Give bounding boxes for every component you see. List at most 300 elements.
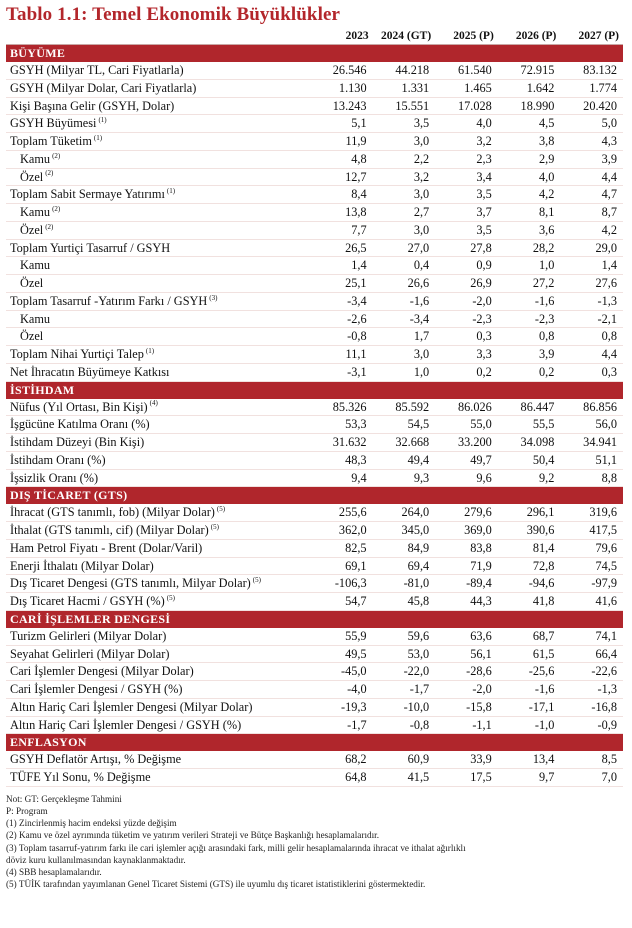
value-cell: 1,7 bbox=[373, 328, 436, 346]
value-cell: -81,0 bbox=[373, 575, 436, 593]
table-row bbox=[6, 663, 623, 681]
table-row bbox=[6, 769, 623, 787]
value-cell: 2,7 bbox=[373, 204, 436, 222]
table-row bbox=[6, 186, 623, 204]
value-cell: 33.200 bbox=[435, 434, 498, 452]
value-cell: 9,6 bbox=[435, 469, 498, 487]
value-cell: -1,6 bbox=[373, 292, 436, 310]
row-label: Altın Hariç Cari İşlemler Dengesi (Milyar Dolar) bbox=[10, 699, 253, 714]
value-cell: 13.243 bbox=[310, 97, 373, 115]
value-cell: 86.026 bbox=[435, 399, 498, 416]
value-cell: -1,6 bbox=[498, 681, 561, 699]
table-row bbox=[6, 681, 623, 699]
value-cell: 41,8 bbox=[498, 593, 561, 611]
row-label: TÜFE Yıl Sonu, % Değişme bbox=[10, 770, 151, 784]
value-cell: -1,7 bbox=[373, 681, 436, 699]
value-cell: -2,3 bbox=[498, 310, 561, 328]
header-blank-cell bbox=[6, 28, 310, 45]
row-label: İstihdam Düzeyi (Bin Kişi) bbox=[10, 435, 145, 449]
table-row bbox=[6, 522, 623, 540]
row-label-cell bbox=[6, 416, 310, 434]
row-label: Özel bbox=[20, 276, 44, 290]
footnote-marker: (1) bbox=[145, 346, 155, 355]
value-cell: 56,0 bbox=[560, 416, 623, 434]
section-title: ENFLASYON bbox=[6, 734, 623, 752]
row-label-cell bbox=[6, 186, 310, 204]
table-row bbox=[6, 628, 623, 645]
value-cell: 79,6 bbox=[560, 539, 623, 557]
value-cell: -16,8 bbox=[560, 698, 623, 716]
row-label: Nüfus (Yıl Ortası, Bin Kişi) bbox=[10, 399, 148, 414]
value-cell: 9,3 bbox=[373, 469, 436, 487]
value-cell: 51,1 bbox=[560, 451, 623, 469]
value-cell: 4,7 bbox=[560, 186, 623, 204]
value-cell: 296,1 bbox=[498, 504, 561, 521]
value-cell: -97,9 bbox=[560, 575, 623, 593]
row-label: Kamu bbox=[20, 205, 51, 219]
table-title: Tablo 1.1: Temel Ekonomik Büyüklükler bbox=[6, 4, 341, 25]
footnote-line: (3) Toplam tasarruf-yatırım farkı ile cari işlemler açığı arasındaki fark, milli gelir hesaplamalarında ihracat ve ithalat ağırlıklı bbox=[6, 842, 466, 853]
table-row bbox=[6, 451, 623, 469]
value-cell: 3,5 bbox=[435, 186, 498, 204]
value-cell: 83,8 bbox=[435, 539, 498, 557]
row-label: Toplam Tasarruf -Yatırım Farkı / GSYH bbox=[10, 293, 208, 308]
value-cell: 5,1 bbox=[310, 115, 373, 133]
footnote-marker: (1) bbox=[93, 133, 103, 142]
row-label-cell bbox=[6, 168, 310, 186]
value-cell: 27,0 bbox=[373, 239, 436, 257]
footnote-marker: (5) bbox=[216, 505, 226, 514]
value-cell: 9,7 bbox=[498, 769, 561, 787]
value-cell: 72,8 bbox=[498, 557, 561, 575]
value-cell: -2,0 bbox=[435, 292, 498, 310]
footnote-marker: (1) bbox=[98, 116, 107, 125]
table-body bbox=[6, 45, 623, 787]
table-row bbox=[6, 62, 623, 79]
value-cell: 71,9 bbox=[435, 557, 498, 575]
value-cell: -4,0 bbox=[310, 681, 373, 699]
table-row bbox=[6, 716, 623, 734]
value-cell: 34.098 bbox=[498, 434, 561, 452]
value-cell: 49,5 bbox=[310, 645, 373, 663]
table-row bbox=[6, 239, 623, 257]
value-cell: 0,8 bbox=[560, 328, 623, 346]
value-cell: 17.028 bbox=[435, 97, 498, 115]
row-label-cell bbox=[6, 751, 310, 768]
value-cell: 1.331 bbox=[373, 79, 436, 97]
value-cell: 3,0 bbox=[373, 133, 436, 151]
value-cell: 3,8 bbox=[498, 133, 561, 151]
value-cell: 61,5 bbox=[498, 645, 561, 663]
row-label: İşgücüne Katılma Oranı (%) bbox=[10, 417, 150, 432]
footnotes bbox=[6, 793, 626, 891]
value-cell: -0,9 bbox=[560, 716, 623, 734]
value-cell: 319,6 bbox=[560, 504, 623, 521]
value-cell: -106,3 bbox=[310, 575, 373, 593]
header-row bbox=[6, 28, 623, 45]
row-label: Net İhracatın Büyümeye Katkısı bbox=[10, 364, 170, 379]
value-cell: 0,4 bbox=[373, 257, 436, 275]
value-cell: -2,1 bbox=[560, 310, 623, 328]
value-cell: 8,1 bbox=[498, 204, 561, 222]
footnote-line: (5) TÜİK tarafından yayımlanan Genel Ticaret Sistemi (GTS) ile uyumlu dış ticaret istatistiklerini göstermektedir. bbox=[6, 879, 426, 890]
row-label-cell bbox=[6, 557, 310, 575]
row-label: İthalat (GTS tanımlı, cif) (Milyar Dolar) bbox=[10, 523, 209, 537]
row-label-cell bbox=[6, 257, 310, 275]
value-cell: -3,4 bbox=[310, 292, 373, 310]
row-label-cell bbox=[6, 310, 310, 328]
value-cell: 264,0 bbox=[373, 504, 436, 521]
section-title: DIŞ TİCARET (GTS) bbox=[6, 487, 623, 505]
value-cell: -0,8 bbox=[310, 328, 373, 346]
value-cell: 55,5 bbox=[498, 416, 561, 434]
table-row bbox=[6, 133, 623, 151]
footnote-marker: (5) bbox=[252, 576, 261, 585]
row-label-cell bbox=[6, 239, 310, 257]
table-row bbox=[6, 328, 623, 346]
value-cell: 50,4 bbox=[498, 451, 561, 469]
value-cell: 13,4 bbox=[498, 751, 561, 768]
value-cell: 3,2 bbox=[373, 168, 436, 186]
row-label: GSYH Büyümesi bbox=[10, 116, 97, 131]
value-cell: 53,0 bbox=[373, 645, 436, 663]
column-header: 2023 bbox=[310, 28, 373, 45]
value-cell: 86.856 bbox=[560, 399, 623, 416]
row-label-cell bbox=[6, 539, 310, 557]
row-label: İşsizlik Oranı (%) bbox=[10, 470, 99, 485]
value-cell: 4,0 bbox=[435, 115, 498, 133]
value-cell: 279,6 bbox=[435, 504, 498, 521]
row-label-cell bbox=[6, 363, 310, 381]
value-cell: 64,8 bbox=[310, 769, 373, 787]
row-label: Kamu bbox=[20, 258, 51, 273]
page bbox=[6, 0, 626, 890]
value-cell: 8,4 bbox=[310, 186, 373, 204]
row-label: Kamu bbox=[20, 311, 51, 326]
value-cell: 0,2 bbox=[498, 363, 561, 381]
value-cell: -28,6 bbox=[435, 663, 498, 681]
footnote-marker: (2) bbox=[45, 222, 54, 231]
value-cell: 3,5 bbox=[435, 221, 498, 239]
row-label-cell bbox=[6, 628, 310, 645]
value-cell: -2,0 bbox=[435, 681, 498, 699]
row-label: Özel bbox=[20, 169, 44, 184]
value-cell: 0,3 bbox=[435, 328, 498, 346]
row-label-cell bbox=[6, 434, 310, 452]
economic-indicators-table bbox=[6, 28, 623, 787]
footnote-marker: (2) bbox=[45, 169, 54, 178]
column-header: 2025 (P) bbox=[435, 28, 498, 45]
value-cell: 18.990 bbox=[498, 97, 561, 115]
value-cell: -1,1 bbox=[435, 716, 498, 734]
value-cell: 85.592 bbox=[373, 399, 436, 416]
table-row bbox=[6, 346, 623, 364]
value-cell: 27,2 bbox=[498, 275, 561, 293]
value-cell: 31.632 bbox=[310, 434, 373, 452]
value-cell: 54,5 bbox=[373, 416, 436, 434]
footnote-line: (2) Kamu ve özel ayrımında tüketim ve yatırım verileri Strateji ve Bütçe Başkanlığı hesaplamalarıdır. bbox=[6, 830, 379, 841]
value-cell: 0,8 bbox=[498, 328, 561, 346]
value-cell: 56,1 bbox=[435, 645, 498, 663]
row-label: Özel bbox=[20, 329, 44, 344]
table-row bbox=[6, 221, 623, 239]
row-label-cell bbox=[6, 663, 310, 681]
value-cell: 60,9 bbox=[373, 751, 436, 768]
row-label-cell bbox=[6, 275, 310, 293]
section-header-row bbox=[6, 610, 623, 628]
table-row bbox=[6, 645, 623, 663]
section-header-row bbox=[6, 734, 623, 752]
value-cell: 69,1 bbox=[310, 557, 373, 575]
value-cell: 55,9 bbox=[310, 628, 373, 645]
value-cell: 7,7 bbox=[310, 221, 373, 239]
row-label-cell bbox=[6, 716, 310, 734]
value-cell: 41,6 bbox=[560, 593, 623, 611]
value-cell: 33,9 bbox=[435, 751, 498, 768]
row-label: Ham Petrol Fiyatı - Brent (Dolar/Varil) bbox=[10, 540, 203, 555]
value-cell: 25,1 bbox=[310, 275, 373, 293]
value-cell: 32.668 bbox=[373, 434, 436, 452]
value-cell: 4,3 bbox=[560, 133, 623, 151]
table-row bbox=[6, 79, 623, 97]
value-cell: 0,9 bbox=[435, 257, 498, 275]
row-label: Dış Ticaret Dengesi (GTS tanımlı, Milyar Dolar) bbox=[10, 576, 251, 591]
section-header-row bbox=[6, 487, 623, 505]
value-cell: 49,4 bbox=[373, 451, 436, 469]
value-cell: 55,0 bbox=[435, 416, 498, 434]
row-label: Toplam Yurtiçi Tasarruf / GSYH bbox=[10, 240, 171, 255]
value-cell: 1.465 bbox=[435, 79, 498, 97]
value-cell: 4,0 bbox=[498, 168, 561, 186]
table-row bbox=[6, 363, 623, 381]
row-label: Turizm Gelirleri (Milyar Dolar) bbox=[10, 628, 167, 643]
section-header-row bbox=[6, 45, 623, 63]
value-cell: 1.774 bbox=[560, 79, 623, 97]
value-cell: -17,1 bbox=[498, 698, 561, 716]
value-cell: -1,3 bbox=[560, 292, 623, 310]
value-cell: 2,9 bbox=[498, 150, 561, 168]
row-label: Özel bbox=[20, 222, 44, 237]
value-cell: 44.218 bbox=[373, 62, 436, 79]
table-row bbox=[6, 168, 623, 186]
value-cell: 1,4 bbox=[560, 257, 623, 275]
value-cell: -3,1 bbox=[310, 363, 373, 381]
footnote-marker: (5) bbox=[210, 522, 219, 531]
value-cell: 3,6 bbox=[498, 221, 561, 239]
footnote-line: (4) SBB hesaplamalarıdır. bbox=[6, 866, 102, 877]
row-label: Seyahat Gelirleri (Milyar Dolar) bbox=[10, 646, 170, 661]
value-cell: 28,2 bbox=[498, 239, 561, 257]
value-cell: -1,0 bbox=[498, 716, 561, 734]
value-cell: 68,2 bbox=[310, 751, 373, 768]
row-label-cell bbox=[6, 221, 310, 239]
footnote-marker: (1) bbox=[166, 187, 176, 196]
value-cell: 9,4 bbox=[310, 469, 373, 487]
value-cell: 1.130 bbox=[310, 79, 373, 97]
table-row bbox=[6, 575, 623, 593]
value-cell: 34.941 bbox=[560, 434, 623, 452]
value-cell: 72.915 bbox=[498, 62, 561, 79]
value-cell: 3,9 bbox=[498, 346, 561, 364]
footnote-marker: (4) bbox=[149, 399, 158, 408]
row-label-cell bbox=[6, 150, 310, 168]
table-row bbox=[6, 557, 623, 575]
value-cell: 4,2 bbox=[498, 186, 561, 204]
table-row bbox=[6, 416, 623, 434]
value-cell: 12,7 bbox=[310, 168, 373, 186]
table-row bbox=[6, 469, 623, 487]
footnote-marker: (5) bbox=[166, 593, 175, 602]
value-cell: 26,6 bbox=[373, 275, 436, 293]
value-cell: -45,0 bbox=[310, 663, 373, 681]
value-cell: -22,6 bbox=[560, 663, 623, 681]
value-cell: 11,1 bbox=[310, 346, 373, 364]
table-row bbox=[6, 698, 623, 716]
footnote-line: döviz kuru kullanılmasından kaynaklanmaktadır. bbox=[6, 854, 186, 865]
value-cell: 362,0 bbox=[310, 522, 373, 540]
value-cell: -94,6 bbox=[498, 575, 561, 593]
table-row bbox=[6, 115, 623, 133]
table-row bbox=[6, 539, 623, 557]
value-cell: 3,5 bbox=[373, 115, 436, 133]
value-cell: 3,0 bbox=[373, 186, 436, 204]
value-cell: 27,6 bbox=[560, 275, 623, 293]
row-label-cell bbox=[6, 469, 310, 487]
value-cell: 3,3 bbox=[435, 346, 498, 364]
row-label: Toplam Sabit Sermaye Yatırımı bbox=[10, 187, 165, 202]
row-label: Cari İşlemler Dengesi / GSYH (%) bbox=[10, 682, 183, 696]
value-cell: 4,4 bbox=[560, 346, 623, 364]
value-cell: 69,4 bbox=[373, 557, 436, 575]
row-label-cell bbox=[6, 698, 310, 716]
row-label-cell bbox=[6, 399, 310, 416]
value-cell: 11,9 bbox=[310, 133, 373, 151]
row-label: İhracat (GTS tanımlı, fob) (Milyar Dolar) bbox=[10, 505, 215, 520]
row-label-cell bbox=[6, 204, 310, 222]
value-cell: 369,0 bbox=[435, 522, 498, 540]
value-cell: 63,6 bbox=[435, 628, 498, 645]
value-cell: 82,5 bbox=[310, 539, 373, 557]
value-cell: 3,9 bbox=[560, 150, 623, 168]
section-title: BÜYÜME bbox=[6, 45, 623, 63]
row-label-cell bbox=[6, 346, 310, 364]
table-row bbox=[6, 751, 623, 768]
table-row bbox=[6, 257, 623, 275]
footnote-marker: (2) bbox=[52, 204, 61, 213]
value-cell: 4,4 bbox=[560, 168, 623, 186]
footnote-line: (1) Zincirlenmiş hacim endeksi yüzde değişim bbox=[6, 818, 177, 829]
row-label-cell bbox=[6, 328, 310, 346]
value-cell: 61.540 bbox=[435, 62, 498, 79]
value-cell: 3,0 bbox=[373, 346, 436, 364]
row-label: Kamu bbox=[20, 151, 51, 166]
value-cell: 44,3 bbox=[435, 593, 498, 611]
value-cell: 66,4 bbox=[560, 645, 623, 663]
row-label-cell bbox=[6, 79, 310, 97]
value-cell: 48,3 bbox=[310, 451, 373, 469]
row-label-cell bbox=[6, 645, 310, 663]
column-header: 2027 (P) bbox=[560, 28, 623, 45]
table-row bbox=[6, 150, 623, 168]
value-cell: 4,8 bbox=[310, 150, 373, 168]
row-label: GSYH (Milyar Dolar, Cari Fiyatlarla) bbox=[10, 80, 197, 95]
value-cell: 345,0 bbox=[373, 522, 436, 540]
row-label: Altın Hariç Cari İşlemler Dengesi / GSYH (%) bbox=[10, 717, 242, 732]
row-label-cell bbox=[6, 115, 310, 133]
value-cell: 5,0 bbox=[560, 115, 623, 133]
value-cell: 29,0 bbox=[560, 239, 623, 257]
value-cell: -19,3 bbox=[310, 698, 373, 716]
row-label-cell bbox=[6, 681, 310, 699]
value-cell: -89,4 bbox=[435, 575, 498, 593]
value-cell: 84,9 bbox=[373, 539, 436, 557]
table-row bbox=[6, 434, 623, 452]
value-cell: 68,7 bbox=[498, 628, 561, 645]
footnote-marker: (3) bbox=[209, 293, 218, 302]
value-cell: 0,3 bbox=[560, 363, 623, 381]
column-header: 2024 (GT) bbox=[373, 28, 436, 45]
value-cell: -10,0 bbox=[373, 698, 436, 716]
value-cell: 1,0 bbox=[373, 363, 436, 381]
value-cell: 1.642 bbox=[498, 79, 561, 97]
value-cell: 417,5 bbox=[560, 522, 623, 540]
value-cell: -1,6 bbox=[498, 292, 561, 310]
row-label: Kişi Başına Gelir (GSYH, Dolar) bbox=[10, 98, 175, 113]
value-cell: 15.551 bbox=[373, 97, 436, 115]
value-cell: 3,4 bbox=[435, 168, 498, 186]
table-row bbox=[6, 310, 623, 328]
row-label-cell bbox=[6, 133, 310, 151]
value-cell: 26,9 bbox=[435, 275, 498, 293]
row-label: Cari İşlemler Dengesi (Milyar Dolar) bbox=[10, 664, 194, 679]
value-cell: 81,4 bbox=[498, 539, 561, 557]
value-cell: -2,6 bbox=[310, 310, 373, 328]
table-row bbox=[6, 593, 623, 611]
value-cell: 4,2 bbox=[560, 221, 623, 239]
row-label: Dış Ticaret Hacmi / GSYH (%) bbox=[10, 594, 165, 608]
row-label-cell bbox=[6, 292, 310, 310]
value-cell: 26.546 bbox=[310, 62, 373, 79]
value-cell: 54,7 bbox=[310, 593, 373, 611]
value-cell: 85.326 bbox=[310, 399, 373, 416]
value-cell: 26,5 bbox=[310, 239, 373, 257]
value-cell: 27,8 bbox=[435, 239, 498, 257]
value-cell: 3,0 bbox=[373, 221, 436, 239]
row-label-cell bbox=[6, 62, 310, 79]
footnote-marker: (2) bbox=[52, 151, 61, 160]
section-header-row bbox=[6, 381, 623, 399]
value-cell: -15,8 bbox=[435, 698, 498, 716]
row-label-cell bbox=[6, 97, 310, 115]
value-cell: 3,2 bbox=[435, 133, 498, 151]
value-cell: 86.447 bbox=[498, 399, 561, 416]
row-label-cell bbox=[6, 522, 310, 540]
section-title: CARİ İŞLEMLER DENGESİ bbox=[6, 610, 623, 628]
section-title: İSTİHDAM bbox=[6, 381, 623, 399]
value-cell: -22,0 bbox=[373, 663, 436, 681]
row-label: İstihdam Oranı (%) bbox=[10, 452, 106, 467]
value-cell: 49,7 bbox=[435, 451, 498, 469]
value-cell: 8,7 bbox=[560, 204, 623, 222]
value-cell: 59,6 bbox=[373, 628, 436, 645]
row-label-cell bbox=[6, 575, 310, 593]
value-cell: 4,5 bbox=[498, 115, 561, 133]
value-cell: 13,8 bbox=[310, 204, 373, 222]
value-cell: -1,3 bbox=[560, 681, 623, 699]
value-cell: 8,5 bbox=[560, 751, 623, 768]
row-label: Toplam Nihai Yurtiçi Talep bbox=[10, 347, 144, 361]
value-cell: 20.420 bbox=[560, 97, 623, 115]
